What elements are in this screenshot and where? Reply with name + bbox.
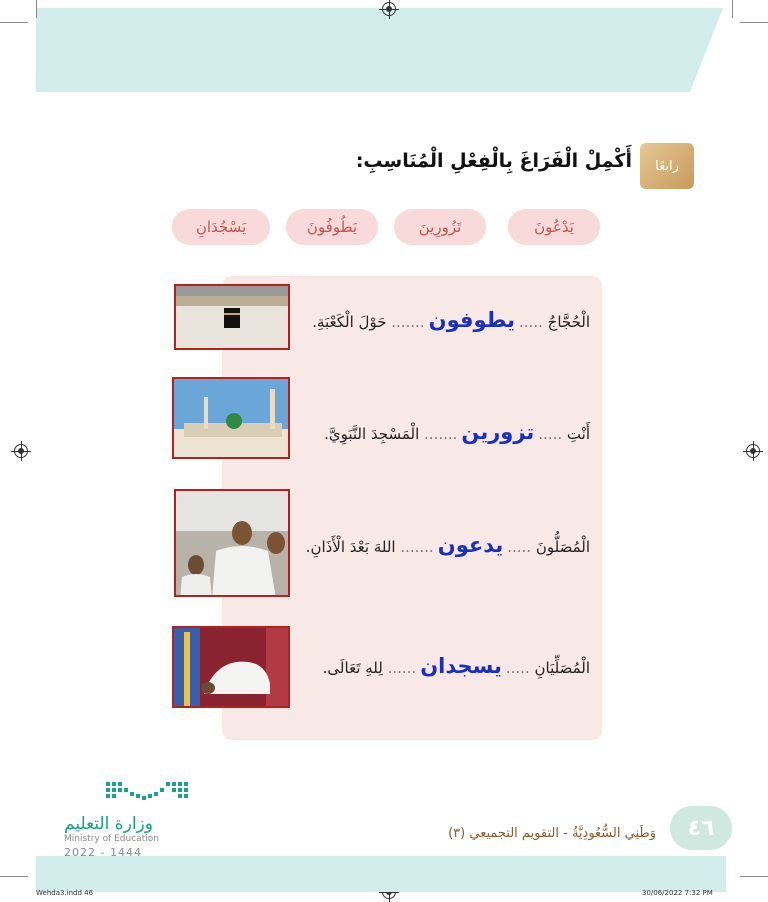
blank-dots: .......	[400, 538, 434, 556]
sentence-before: أَنْتِ	[566, 425, 590, 443]
prostration-photo	[172, 626, 290, 708]
word-bank-item: تَزُورِينَ	[394, 209, 486, 245]
answer-text: يدعون	[437, 533, 504, 557]
edition-year: 2022 - 1444	[64, 846, 142, 859]
instruction-text: أَكْمِلْ الْفَرَاغَ بِالْفِعْلِ الْمُنَاسِبِ:	[355, 150, 632, 172]
trim-mark	[0, 876, 28, 877]
sentence-after: لِلهِ تَعَالَى.	[322, 659, 383, 677]
ministry-name-english: Ministry of Education	[64, 834, 159, 844]
kaaba-photo	[174, 284, 290, 350]
registration-mark-icon	[746, 444, 760, 458]
sentence-row	[324, 420, 590, 444]
section-badge: رابعًا	[640, 143, 694, 189]
answer-text: تزورين	[461, 420, 535, 444]
trim-mark	[36, 0, 37, 18]
print-slug-file: Wehda3.indd 46	[36, 889, 94, 897]
footer-band	[36, 856, 726, 892]
blank-dots: .......	[391, 313, 425, 331]
registration-mark-icon	[382, 2, 396, 16]
registration-mark-icon	[14, 444, 28, 458]
blank-dots: .....	[507, 538, 532, 556]
word-bank-item: يَدْعُونَ	[508, 209, 600, 245]
print-slug-date: 30/06/2022 7:32 PM	[642, 889, 713, 897]
sentence-after: حَوْلَ الْكَعْبَةِ.	[312, 313, 387, 331]
word-bank-item: يَسْجُدَانِ	[172, 209, 270, 245]
word-bank-item: يَطُوفُونَ	[286, 209, 378, 245]
page-number: ٤٦	[670, 806, 732, 850]
footer-title: وَطَنِي السُّعُودِيَّةُ - التقويم التجميعي (٣)	[448, 826, 656, 841]
sentence-before: الْمُصَلُّونَ	[535, 538, 590, 556]
blank-dots: .....	[519, 313, 543, 331]
blank-dots: ......	[387, 659, 417, 677]
trim-mark	[740, 22, 768, 23]
sentence-row	[323, 654, 590, 678]
trim-mark	[740, 876, 768, 877]
sentence-row	[312, 308, 590, 332]
header-band	[36, 8, 726, 92]
ministry-logo-icon	[106, 778, 192, 808]
blank-dots: .....	[538, 425, 563, 443]
answer-text: يطوفون	[428, 308, 516, 332]
sentence-before: الْحُجَّاجُ	[547, 313, 590, 331]
trim-mark	[0, 22, 28, 23]
praying-men-photo	[174, 489, 290, 597]
ministry-name-arabic: وزارة التعليم	[64, 814, 153, 834]
sentence-before: الْمُصَلِّيَانِ	[534, 659, 590, 677]
answer-text: يسجدان	[420, 654, 502, 678]
trim-mark	[732, 0, 733, 18]
prophet-mosque-photo	[172, 377, 290, 459]
blank-dots: .....	[505, 659, 530, 677]
blank-dots: .......	[424, 425, 458, 443]
sentence-row	[306, 533, 590, 557]
sentence-after: الْمَسْجِدَ النَّبَوِيَّ.	[324, 425, 420, 443]
sentence-after: اللهَ بَعْدَ الْأَذَانِ.	[305, 538, 396, 556]
